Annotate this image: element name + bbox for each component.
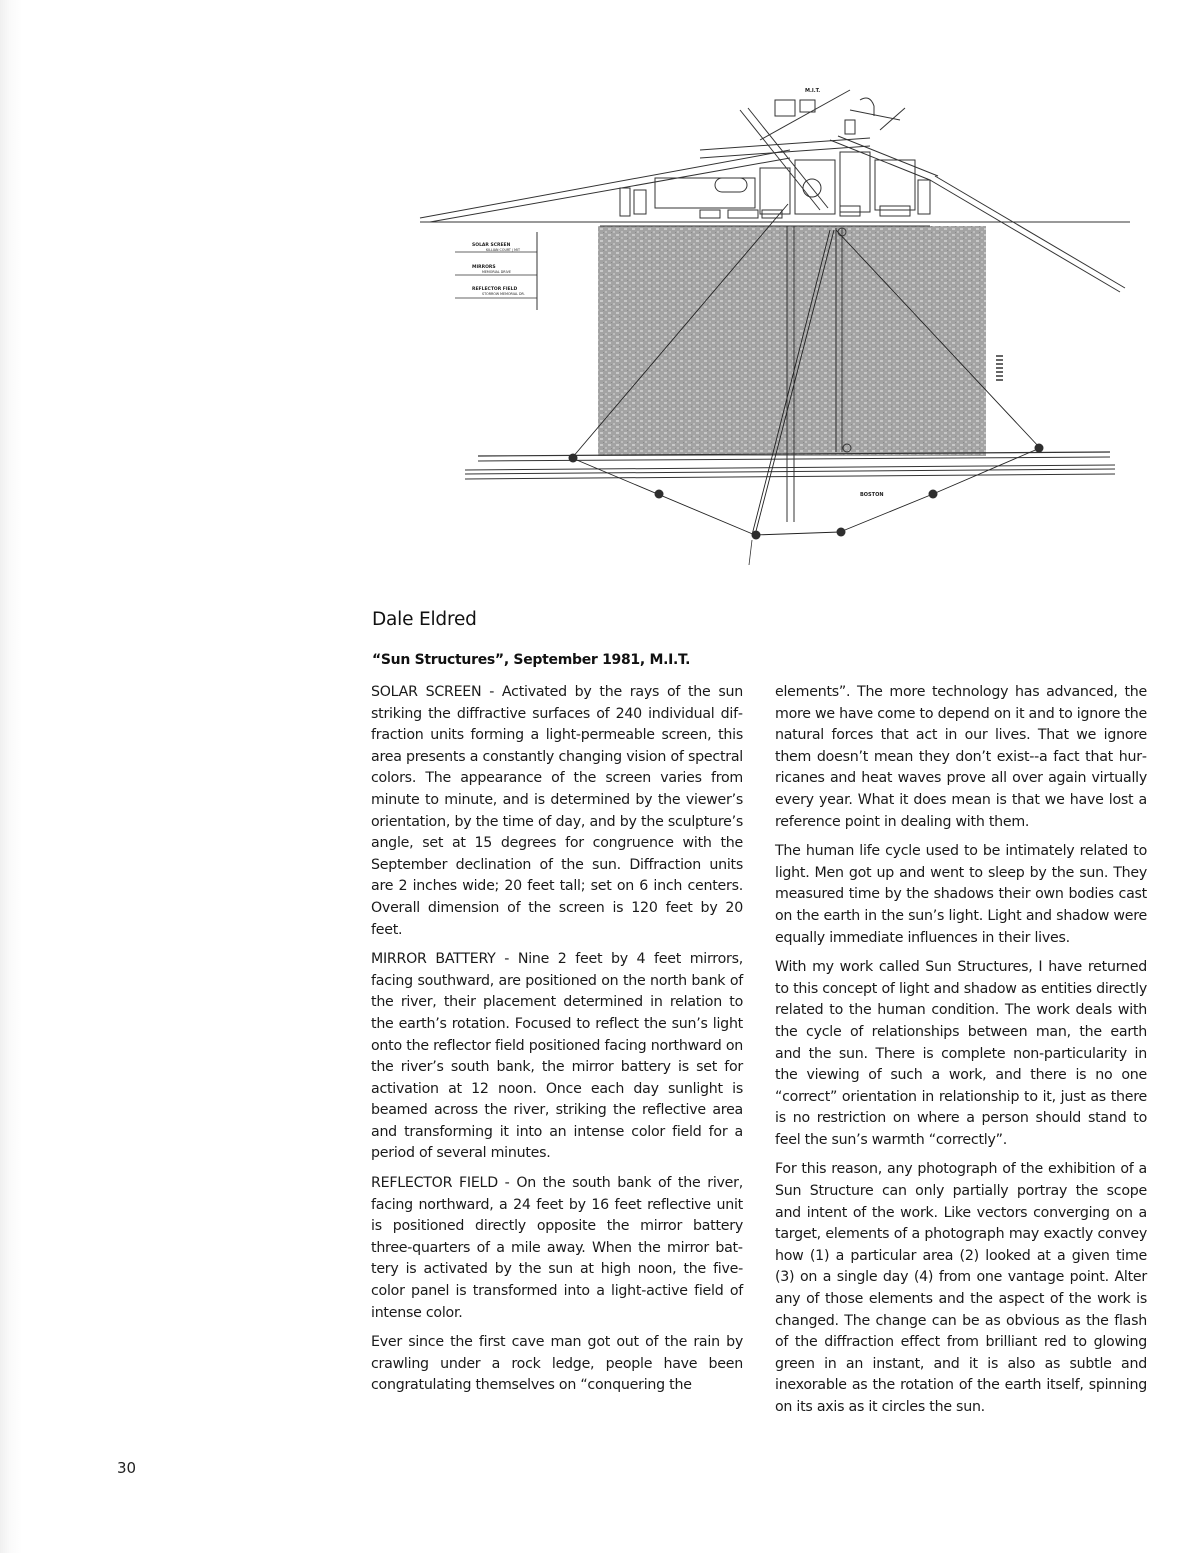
svg-text:KILLIAN COURT / MIT: KILLIAN COURT / MIT xyxy=(486,248,520,252)
svg-text:MEMORIAL DRIVE: MEMORIAL DRIVE xyxy=(482,270,511,274)
site-plan-drawing xyxy=(400,60,1160,580)
page-edge-shadow xyxy=(0,0,22,1553)
paragraph-solar-screen: SOLAR SCREEN - Activated by the rays of the sun striking the diffractive surfaces of 240 individual diffraction units forming a light-permeable screen, this area presents a constantly changing vision of spectral colors. The appearance of the screen varies from minute to minute, and is determined by the viewer’s orientation, by the time of day, and by the sculpture’s angle, set at 15 degrees for congruence with the September declination of the sun. Diffraction units are 2 inches wide; 20 feet tall; set on 6 inch centers. Overall dimension of the screen is 120 feet by 20 feet. xyxy=(371,684,743,938)
work-subtitle: “Sun Structures”, September 1981, M.I.T. xyxy=(372,652,691,668)
map-label-mit: M.I.T. xyxy=(805,88,821,94)
paragraph-photograph: For this reason, any photograph of the exhibition of a Sun Structure can only partially portray the scope and intent of the work. Like vectors converging on a target, elements of a photograph may exactly convey how (1) a particular area (2) looked at a given time (3) on a single day (4) from one vantage point. Alter any of those elements and the aspect of the work is changed. The change can be as obvious as the flash of the diffraction effect from brilliant red to glowing green in an instant, and it is also as subtle and inexorable as the rotation of the earth itself, spinning on its axis as it circles the sun. xyxy=(775,1161,1147,1415)
legend-item-3: REFLECTOR FIELD xyxy=(472,287,518,292)
svg-text:STORROW MEMORIAL DR.: STORROW MEMORIAL DR. xyxy=(482,292,525,296)
text-column-left xyxy=(371,682,743,1405)
paragraph-technology: elements”. The more technology has advanced, the more we have come to depend on it and to ignore the natural forces that act in our lives. That we ignore them doesn’t mean they don’t exist--a fact that hurricanes and heat waves prove all over again virtually every year. What it does mean is that we have lost a reference point in dealing with them. xyxy=(775,684,1147,830)
paragraph-reflector-field: REFLECTOR FIELD - On the south bank of the river, facing northward, a 24 feet by 16 feet reflective unit is positioned directly opposite the mirror battery three-quarters of a mile away. When the mirror battery is activated by the sun at high noon, the five-color panel is transformed into a light-active field of intense color. xyxy=(371,1175,743,1321)
legend-item-1: SOLAR SCREEN xyxy=(472,243,511,248)
map-legend xyxy=(455,232,537,310)
paragraph-mirror-battery: MIRROR BATTERY - Nine 2 feet by 4 feet mirrors, facing southward, are positioned on the north bank of the river, their placement determined in relation to the earth’s rotation. Focused to reflect the sun’s light onto the reflector field positioned facing northward on the river’s south bank, the mirror battery is set for activation at 12 noon. Once each day sunlight is beamed across the river, striking the reflective area and transforming it into an intense color field for a period of several minutes. xyxy=(371,951,743,1162)
paragraph-life-cycle: The human life cycle used to be intimately related to light. Men got up and went to sleep by the sun. They measured time by the shadows their own bodies cast on the earth in the sun’s light. Light and shadow were equally immediate influences in their lives. xyxy=(775,843,1147,946)
map-label-boston: BOSTON xyxy=(860,492,884,498)
site-plan-figure xyxy=(400,60,1160,580)
text-column-right xyxy=(775,682,1147,1427)
page-number: 30 xyxy=(117,1459,137,1477)
author-name: Dale Eldred xyxy=(372,609,477,630)
legend-item-2: MIRRORS xyxy=(472,265,496,270)
paragraph-cave-man: Ever since the first cave man got out of the rain by crawling under a rock ledge, people have been congratulating themselves on “conquering the xyxy=(371,1334,743,1394)
paragraph-sun-structures: With my work called Sun Structures, I have returned to this concept of light and shadow as entities directly related to the human condition. The work deals with the cycle of relationships between man, the earth and the sun. There is complete non-particularity in the viewing of such a work, and there is no one “correct” orientation in relationship to it, just as there is no restriction on where a person should stand to feel the sun’s warmth “correctly”. xyxy=(775,959,1147,1148)
mit-campus-blocks xyxy=(620,90,938,218)
river-area xyxy=(598,226,986,456)
